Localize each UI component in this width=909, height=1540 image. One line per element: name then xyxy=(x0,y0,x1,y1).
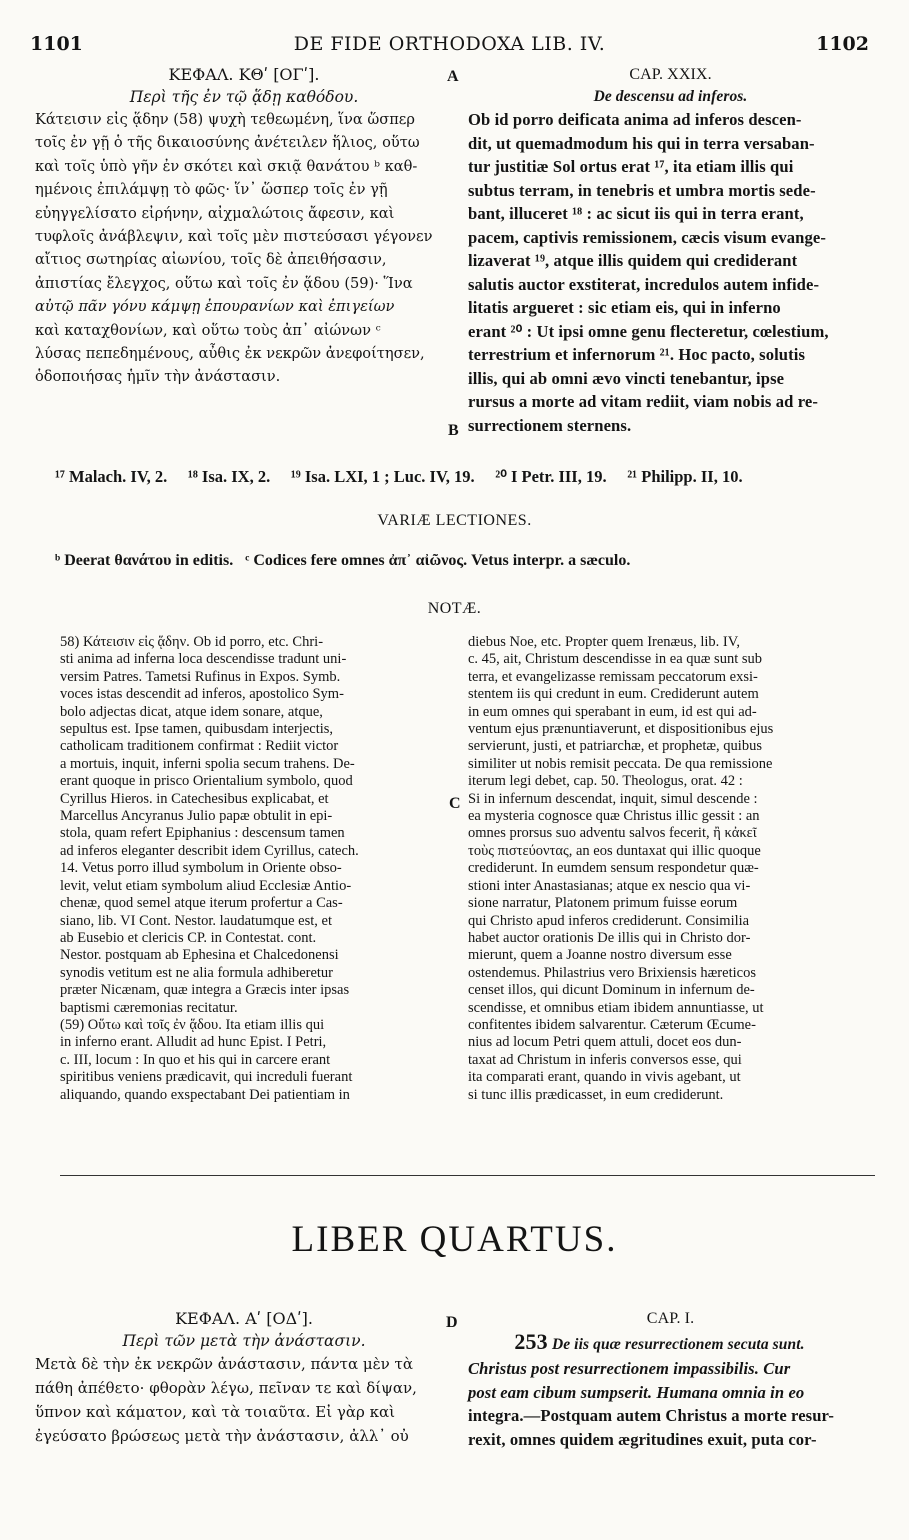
footnote: ²⁰ I Petr. III, 19. xyxy=(495,467,607,486)
note-line: 58) Κάτεισιν εἰς ᾅδην. Ob id porro, etc. Chri- xyxy=(60,634,324,650)
latin-chapter-1 xyxy=(468,1308,873,1451)
note-line: baptismi cæremonias recitatur. xyxy=(60,999,238,1016)
greek-chapter-text xyxy=(35,108,453,389)
footnotes xyxy=(55,467,875,487)
note-line: Marcellus Ancyranus Julio papæ obtulit in epi- xyxy=(60,808,333,825)
text-line: ημένοις ἐπιλάμψῃ τὸ φῶς· ἵν᾽ ὥσπερ τοῖς ἐν γῇ xyxy=(35,181,388,199)
text-line: subtus terram, in tenebris et umbra mortis sede- xyxy=(468,180,816,200)
text-line: illis, qui ab omni ævo vincti tenebantur, ipse xyxy=(468,368,785,388)
text-line: Κάτεισιν εἰς ᾅδην (58) ψυχὴ τεθεωμένη, ἵνα ὥσπερ xyxy=(35,111,415,128)
footnote: ¹⁸ Isa. IX, 2. xyxy=(187,467,271,486)
note-line: chenæ, quod semel atque iterum profertur a Cas- xyxy=(60,895,343,912)
variae-lectiones xyxy=(55,552,875,570)
text-line: salutis auctor exstiterat, incredulos autem infide- xyxy=(468,274,820,294)
greek-chapter-29 xyxy=(35,64,453,389)
note-line: habet auctor orationis De illis qui in Christo dor- xyxy=(468,929,751,946)
text-line: ἀπιστίας ἔλεγχος, οὕτω καὶ τοῖς ἐν ᾅδου (59)· Ἵνα xyxy=(35,274,413,292)
text-line: post eam cibum sumpserit. Humana omnia in eo xyxy=(468,1382,805,1402)
note-line: ea mysteria cognosce quæ Christus illic gessit : an xyxy=(468,808,760,825)
text-line: tur justitiæ Sol ortus erat ¹⁷, ita etiam illis qui xyxy=(468,157,794,176)
note-line: iterum legi debet, cap. 50. Theologus, orat. 42 : xyxy=(468,773,743,790)
text-line: αἴτιος σωτηρίας αἰωνίου, τοῖς δὲ ἀπειθήσασιν, xyxy=(35,251,387,269)
note-line: si tunc illis prædicasset, in eum crediderunt. xyxy=(468,1086,724,1103)
text-line: λύσας πεπεδημένους, αὖθις ἐκ νεκρῶν ἀνεφοίτησεν, xyxy=(35,345,425,363)
text-line: dit, ut quemadmodum his qui in terra versaban- xyxy=(468,133,815,153)
text-line: Christus post resurrectionem impassibilis. Cur xyxy=(468,1359,791,1378)
greek-chapter-subheading: Περὶ τῆς ἐν τῷ ᾅδῃ καθόδου. xyxy=(129,88,359,106)
note-line: catholicam traditionem confirmat : Rediit victor xyxy=(60,738,339,755)
text-line: ἐγεύσατο βρώσεως μετὰ τὴν ἀνάστασιν, ἀλλ᾽ οὐ xyxy=(35,1427,409,1445)
note-line: 14. Vetus porro illud symbolum in Oriente obso- xyxy=(60,860,342,877)
note-line: erant quoque in prisco Orientalium symbolo, quod xyxy=(60,773,353,790)
note-line: terra, et evangelizasse remissam peccatorum exsi- xyxy=(468,668,758,685)
latin-chapter-subheading: De descensu ad inferos. xyxy=(593,88,748,105)
text-line: εὐηγγελίσατο εἰρήνην, αἰχμαλώτοις ἄφεσιν, καὶ xyxy=(35,204,395,222)
section-divider xyxy=(60,1175,875,1176)
text-line: surrectionem sternens. xyxy=(468,415,632,435)
text-line: τοῖς ἐν γῇ ὁ τῆς δικαιοσύνης ἀνέτειλεν ἥλιος, οὕτω xyxy=(35,134,420,152)
greek-chapter-text xyxy=(35,1352,453,1448)
note-line: ostendemus. Philastrius vero Brixiensis hæreticos xyxy=(468,964,756,981)
book-title: LIBER QUARTUS. xyxy=(291,1219,618,1260)
latin-chapter-heading: CAP. I. xyxy=(646,1310,695,1327)
note-line: sepultus est. Ipse tamen, quibusdam interjectis, xyxy=(60,721,334,738)
latin-chapter-subheading: De iis quæ resurrectionem secuta sunt. xyxy=(551,1336,805,1353)
note-line: stioni inter Anastasianas; atque ex nescio qua vi- xyxy=(468,877,751,894)
notes-right-column xyxy=(468,634,873,1104)
note-line: ventum ejus prænuntiaverunt, et dispositionibus ejus xyxy=(468,721,774,738)
note-line: aliquando, quando exspectabant Dei patientiam in xyxy=(60,1086,350,1103)
column-number: 253 xyxy=(514,1329,548,1354)
variae-title: VARIÆ LECTIONES. xyxy=(377,512,532,529)
note-line: spiritibus veniens prædicavit, qui increduli fuerant xyxy=(60,1069,353,1086)
running-title: DE FIDE ORTHODOXA LIB. IV. xyxy=(293,33,606,55)
notes-left-column xyxy=(60,634,442,1104)
text-line: rursus a morte ad vitam rediit, viam nobis ad re- xyxy=(468,392,818,411)
note-line: sione narratur, Platonem primum fuisse eorum xyxy=(468,895,738,912)
variant-reading: ᵇ Deerat θανάτου in editis. xyxy=(55,552,234,569)
footnote: ¹⁷ Malach. IV, 2. xyxy=(55,467,168,486)
note-line: omnes prorsus suo adventu salvos fecerit, ἢ κἀκεῖ xyxy=(468,825,757,842)
margin-letter-c: C xyxy=(449,795,461,812)
text-line: rexit, omnes quidem ægritudines exuit, puta cor- xyxy=(468,1429,817,1449)
margin-letter-b: B xyxy=(448,422,459,439)
note-line: a mortuis, inquit, inferni spolia secum trahens. De- xyxy=(60,755,355,772)
text-line: καὶ τοῖς ὑπὸ γῆν ἐν σκότει καὶ σκιᾷ θανάτου ᵇ καθ- xyxy=(35,157,418,175)
footnote: ²¹ Philipp. II, 10. xyxy=(627,467,743,486)
note-line: Nestor. postquam ab Ephesina et Chalcedonensi xyxy=(60,947,339,964)
note-line: scendisse, et omnibus etiam ibidem annuntiasse, ut xyxy=(468,999,764,1016)
note-line: censet illos, qui dicunt Dominum in infernum de- xyxy=(468,982,755,999)
note-line: stentem iis qui credunt in eum. Crediderunt autem xyxy=(468,686,759,703)
footnote: ¹⁹ Isa. LXI, 1 ; Luc. IV, 19. xyxy=(290,467,475,486)
text-line: αὐτῷ πᾶν γόνυ κάμψῃ ἐπουρανίων καὶ ἐπιγείων xyxy=(35,298,395,316)
latin-chapter-text xyxy=(468,1357,873,1451)
page-number-left: 1101 xyxy=(30,33,83,55)
note-line: stola, quam refert Epiphanius : descensum tamen xyxy=(60,825,345,842)
latin-chapter-subheading-row xyxy=(446,1330,873,1357)
text-line: Ob id porro deificata anima ad inferos descen- xyxy=(468,110,802,129)
text-line: καὶ καταχθονίων, καὶ οὕτω τοὺς ἀπ᾽ αἰώνων ᶜ xyxy=(35,321,381,339)
note-line: qui Christo apud inferos crediderunt. Consimilia xyxy=(468,912,750,929)
note-line: c. 45, ait, Christum descendisse in ea quæ sunt sub xyxy=(468,651,762,668)
notae-title: NOTÆ. xyxy=(427,600,482,617)
text-line: τυφλοῖς ἀνάβλεψιν, καὶ τοῖς μὲν πιστεύσασι γέγονεν xyxy=(35,228,433,246)
margin-letter-a: A xyxy=(447,68,459,85)
note-line: Si in infernum descendat, inquit, simul descende : xyxy=(468,790,758,807)
text-line: integra.—Postquam autem Christus a morte resur- xyxy=(468,1406,835,1425)
note-line: servierunt, justi, et patriarchæ, et prophetæ, quibus xyxy=(468,738,762,755)
note-line: levit, velut etiam symbolum aliud Ecclesiæ Antio- xyxy=(60,877,352,894)
latin-chapter-29 xyxy=(468,64,873,437)
text-line: terrestrium et infernorum ²¹. Hoc pacto, solutis xyxy=(468,345,806,364)
text-line: litatis argueret : sic etiam eis, qui in inferno xyxy=(468,298,781,317)
note-line: præter Nicænam, quæ integra a Græcis inter ipsas xyxy=(60,982,350,999)
text-line: lizaverat ¹⁹, atque illis quidem qui crediderant xyxy=(468,251,798,270)
note-line: crediderunt. In eumdem sensum respondetur quæ- xyxy=(468,860,759,877)
note-line: nius ad locum Petri quem attuli, docet eos dun- xyxy=(468,1034,742,1051)
page-number-right: 1102 xyxy=(816,33,869,55)
note-line: voces istas descendit ad inferos, apostolico Sym- xyxy=(60,686,344,703)
note-line: in inferno erant. Alludit ad hunc Epist. I Petri, xyxy=(60,1034,327,1051)
note-line: mierunt, quem a Joanne nostro diversum esse xyxy=(468,947,732,964)
greek-chapter-subheading: Περὶ τῶν μετὰ τὴν ἀνάστασιν. xyxy=(122,1332,366,1350)
note-line: ad inferos eleganter describit idem Cyrillus, catech. xyxy=(60,842,359,859)
note-line: ab Eusebio et clericis CP. in Contestat. cont. xyxy=(60,929,317,946)
text-line: Μετὰ δὲ τὴν ἐκ νεκρῶν ἀνάστασιν, πάντα μὲν τὰ xyxy=(35,1355,413,1373)
text-line: ὕπνον καὶ κάματον, καὶ τὰ τοιαῦτα. Εἰ γὰρ καὶ xyxy=(35,1403,395,1421)
text-line: pacem, captivis remissionem, cæcis visum evange- xyxy=(468,227,826,247)
note-line: taxat ad Christum in inferis conversos esse, qui xyxy=(468,1051,742,1068)
note-line: sti anima ad inferna loca descendisse tradunt uni- xyxy=(60,651,347,668)
note-line: versim Patres. Tametsi Rufinus in Expos. Symb. xyxy=(60,668,341,685)
note-line: in eum omnes qui sperabant in eum, id est qui ad- xyxy=(468,703,757,720)
note-line: synodis vetitum est ne alia formula adhiberetur xyxy=(60,964,334,981)
variant-reading: ᶜ Codices fere omnes ἀπ᾽ αἰῶνος. Vetus interpr. a sæculo. xyxy=(245,552,631,569)
greek-chapter-1 xyxy=(35,1308,453,1448)
note-line: confitentes ibidem salvarentur. Cæterum Œcume- xyxy=(468,1016,756,1033)
running-head xyxy=(30,33,869,57)
note-line: ita comparati erant, quando in vivis agebant, ut xyxy=(468,1069,741,1086)
note-line: similiter ut nobis remisit peccata. De qua remissione xyxy=(468,755,773,772)
greek-chapter-heading: ΚΕΦΑΛ. ΚΘʹ [ΟΓʹ]. xyxy=(168,65,320,84)
text-line: ὁδοποιήσας ἡμῖν τὴν ἀνάστασιν. xyxy=(35,368,281,386)
note-line: τοὺς πιστεύοντας, an eos duntaxat qui illic quoque xyxy=(468,842,761,859)
latin-chapter-heading: CAP. XXIX. xyxy=(629,66,712,83)
latin-chapter-text xyxy=(468,108,873,437)
note-line: siano, lib. VI Cont. Nestor. laudatumque est, et xyxy=(60,912,332,929)
note-line: Cyrillus Hieros. in Catechesibus explicabat, et xyxy=(60,790,329,807)
greek-chapter-heading: ΚΕΦΑΛ. Αʹ [ΟΔʹ]. xyxy=(175,1309,313,1328)
note-line: diebus Noe, etc. Propter quem Irenæus, lib. IV, xyxy=(468,634,740,650)
note-line: c. III, locum : In quo et his qui in carcere erant xyxy=(60,1051,331,1068)
note-line: (59) Οὕτω καὶ τοῖς ἐν ᾅδου. Ita etiam illis qui xyxy=(60,1016,325,1033)
text-line: bant, illuceret ¹⁸ : ac sicut iis qui in terra erant, xyxy=(468,204,804,223)
note-line: bolo adjectas dicat, atque idem sonare, atque, xyxy=(60,703,323,720)
margin-letter-d: D xyxy=(446,1314,458,1331)
text-line: erant ²⁰ : Ut ipsi omne genu flecteretur, cœlestium, xyxy=(468,321,829,341)
text-line: πάθη ἀπέθετο· φθορὰν λέγω, πεῖναν τε καὶ δίψαν, xyxy=(35,1379,417,1397)
